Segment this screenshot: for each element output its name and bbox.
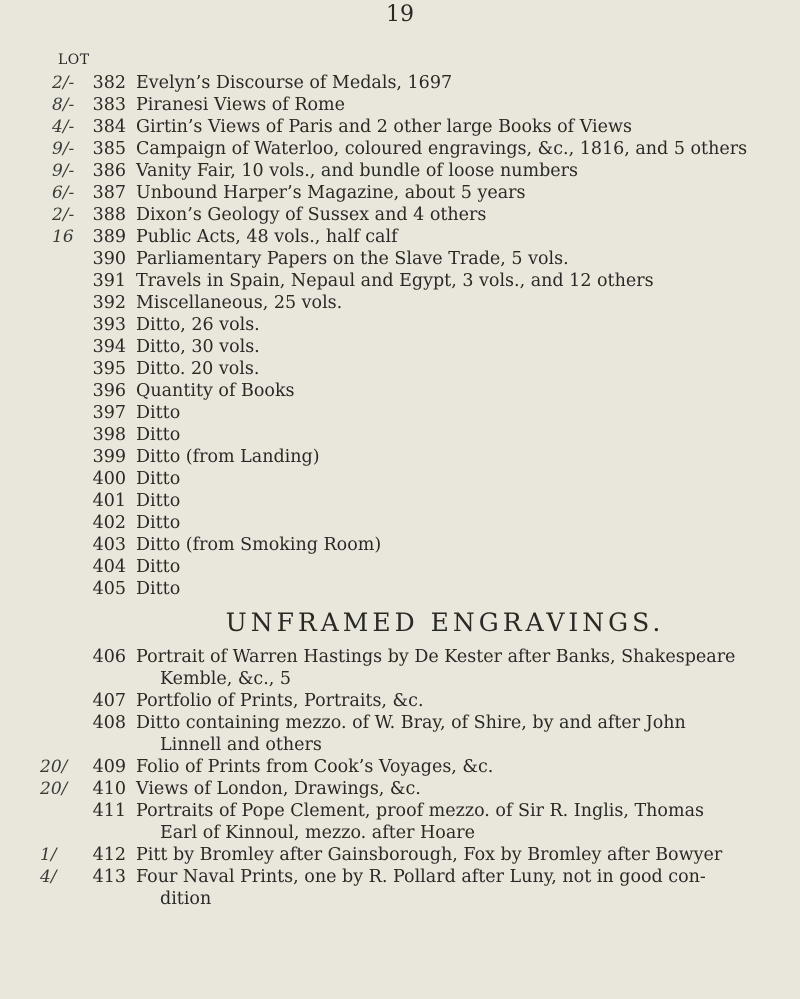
lot-description: Ditto, 30 vols. — [136, 337, 260, 357]
description-line: Folio of Prints from Cook’s Voyages, &c. — [136, 757, 494, 777]
lot-number: 397 — [92, 403, 126, 423]
lot-description — [136, 778, 792, 800]
lot-row — [0, 358, 800, 380]
lot-description: Unbound Harper’s Magazine, about 5 years — [136, 183, 526, 203]
lot-number: 403 — [92, 535, 126, 555]
lot-description: Piranesi Views of Rome — [136, 95, 345, 115]
lot-row — [0, 578, 800, 600]
engraving-row — [0, 690, 800, 712]
lot-number: 388 — [92, 205, 126, 225]
lot-row — [0, 380, 800, 402]
lot-description: Miscellaneous, 25 vols. — [136, 293, 343, 313]
lot-number: 408 — [92, 713, 126, 733]
lot-description: Ditto, 26 vols. — [136, 315, 260, 335]
lot-number: 390 — [92, 249, 126, 269]
lot-description: Ditto (from Landing) — [136, 447, 320, 467]
handwritten-price-note: 4/- — [52, 117, 75, 137]
handwritten-price-note: 20/ — [40, 757, 68, 777]
lot-number: 394 — [92, 337, 126, 357]
lot-description: Ditto — [136, 469, 181, 489]
lot-number: 391 — [92, 271, 126, 291]
description-line: Portfolio of Prints, Portraits, &c. — [136, 691, 424, 711]
engraving-row — [0, 778, 800, 800]
description-continuation: Kemble, &c., 5 — [160, 669, 292, 689]
lot-row — [0, 314, 800, 336]
description-line: Pitt by Bromley after Gainsborough, Fox by Bromley after Bowyer — [136, 845, 723, 865]
lot-row — [0, 556, 800, 578]
lot-number: 385 — [92, 139, 126, 159]
lot-row — [0, 336, 800, 358]
engraving-row — [0, 756, 800, 778]
lot-row — [0, 292, 800, 314]
lot-description: Ditto — [136, 491, 181, 511]
description-line: Views of London, Drawings, &c. — [136, 779, 421, 799]
lot-number: 411 — [92, 801, 126, 821]
engraving-list — [0, 646, 800, 910]
description-line: Four Naval Prints, one by R. Pollard after Luny, not in good con- — [136, 867, 706, 887]
lot-row — [0, 490, 800, 512]
lot-description — [136, 712, 792, 756]
lot-description: Ditto — [136, 403, 181, 423]
lot-description: Parliamentary Papers on the Slave Trade, 5 vols. — [136, 249, 569, 269]
lot-number: 400 — [92, 469, 126, 489]
lot-row — [0, 138, 800, 160]
lot-number: 406 — [92, 647, 126, 667]
lot-row — [0, 160, 800, 182]
lot-number: 399 — [92, 447, 126, 467]
lot-list — [0, 72, 800, 600]
lot-number: 387 — [92, 183, 126, 203]
lot-description: Ditto — [136, 425, 181, 445]
description-line: Ditto containing mezzo. of W. Bray, of Shire, by and after John — [136, 713, 686, 733]
lot-number: 398 — [92, 425, 126, 445]
description-line: Portraits of Pope Clement, proof mezzo. of Sir R. Inglis, Thomas — [136, 801, 704, 821]
lot-description: Dixon’s Geology of Sussex and 4 others — [136, 205, 487, 225]
lot-number: 412 — [92, 845, 126, 865]
lot-description: Campaign of Waterloo, coloured engravings, &c., 1816, and 5 others — [136, 139, 748, 159]
engraving-row — [0, 646, 800, 690]
lot-number: 410 — [92, 779, 126, 799]
lot-row — [0, 226, 800, 248]
engraving-row — [0, 866, 800, 910]
lot-row — [0, 182, 800, 204]
handwritten-price-note: 9/- — [52, 139, 75, 159]
engraving-row — [0, 844, 800, 866]
handwritten-price-note: 8/- — [52, 95, 75, 115]
lot-row — [0, 94, 800, 116]
lot-description — [136, 646, 792, 690]
lot-row — [0, 116, 800, 138]
lot-description: Vanity Fair, 10 vols., and bundle of loose numbers — [136, 161, 579, 181]
handwritten-price-note: 1/ — [40, 845, 57, 865]
lot-description: Ditto (from Smoking Room) — [136, 535, 382, 555]
lot-number: 384 — [92, 117, 126, 137]
lot-description: Travels in Spain, Nepaul and Egypt, 3 vols., and 12 others — [136, 271, 654, 291]
lot-description — [136, 690, 792, 712]
lot-number: 389 — [92, 227, 126, 247]
handwritten-price-note: 2/- — [52, 73, 75, 93]
lot-number: 407 — [92, 691, 126, 711]
lot-number: 393 — [92, 315, 126, 335]
lot-number: 402 — [92, 513, 126, 533]
lot-description: Ditto — [136, 557, 181, 577]
lot-description: Ditto — [136, 579, 181, 599]
lot-row — [0, 270, 800, 292]
lot-description: Public Acts, 48 vols., half calf — [136, 227, 398, 247]
lot-row — [0, 424, 800, 446]
description-line: Portrait of Warren Hastings by De Kester after Banks, Shakespeare — [136, 647, 736, 667]
lot-row — [0, 534, 800, 556]
lot-number: 409 — [92, 757, 126, 777]
lot-row — [0, 468, 800, 490]
lot-row — [0, 512, 800, 534]
lot-column-header: LOT — [58, 52, 90, 68]
lot-description: Girtin’s Views of Paris and 2 other large Books of Views — [136, 117, 632, 137]
lot-description: Ditto. 20 vols. — [136, 359, 260, 379]
lot-number: 405 — [92, 579, 126, 599]
lot-description — [136, 756, 792, 778]
lot-number: 401 — [92, 491, 126, 511]
lot-number: 396 — [92, 381, 126, 401]
lot-number: 395 — [92, 359, 126, 379]
lot-number: 383 — [92, 95, 126, 115]
lot-number: 386 — [92, 161, 126, 181]
lot-description: Evelyn’s Discourse of Medals, 1697 — [136, 73, 453, 93]
description-continuation: Earl of Kinnoul, mezzo. after Hoare — [160, 823, 475, 843]
lot-number: 382 — [92, 73, 126, 93]
lot-number: 392 — [92, 293, 126, 313]
lot-description — [136, 800, 792, 844]
lot-row — [0, 248, 800, 270]
handwritten-price-note: 9/- — [52, 161, 75, 181]
handwritten-price-note: 6/- — [52, 183, 75, 203]
lot-row — [0, 204, 800, 226]
handwritten-price-note: 20/ — [40, 779, 68, 799]
description-continuation: Linnell and others — [160, 735, 322, 755]
lot-row — [0, 446, 800, 468]
lot-number: 413 — [92, 867, 126, 887]
handwritten-price-note: 16 — [52, 227, 74, 247]
handwritten-price-note: 4/ — [40, 867, 57, 887]
handwritten-price-note: 2/- — [52, 205, 75, 225]
description-continuation: dition — [160, 889, 212, 909]
lot-row — [0, 402, 800, 424]
lot-row — [0, 72, 800, 94]
lot-description — [136, 866, 792, 910]
page-number: 19 — [386, 2, 414, 27]
lot-description — [136, 844, 792, 866]
lot-description: Quantity of Books — [136, 381, 295, 401]
engraving-row — [0, 712, 800, 756]
engraving-row — [0, 800, 800, 844]
lot-description: Ditto — [136, 513, 181, 533]
section-heading: UNFRAMED ENGRAVINGS. — [225, 608, 665, 637]
lot-number: 404 — [92, 557, 126, 577]
